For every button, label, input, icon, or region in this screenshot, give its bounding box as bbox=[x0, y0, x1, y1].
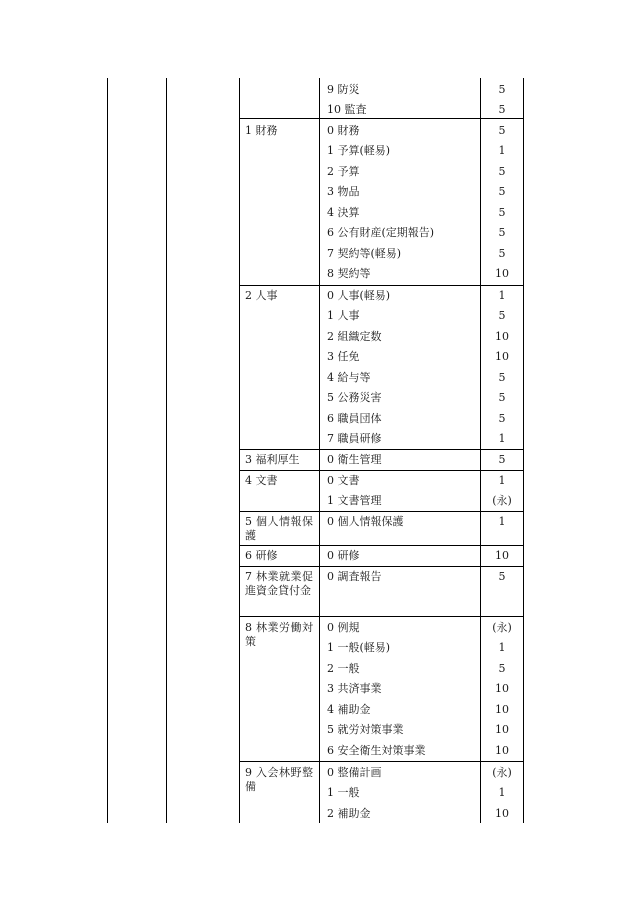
retention-period: 10 bbox=[495, 267, 509, 280]
retention-period: (永) bbox=[492, 766, 512, 779]
retention-period: 1 bbox=[498, 786, 506, 799]
retention-period: 1 bbox=[498, 515, 506, 528]
category: 5 個人情報保護 bbox=[245, 515, 313, 542]
group-separator bbox=[239, 118, 524, 119]
sub-category: 2 組織定数 bbox=[327, 330, 382, 343]
retention-period: 1 bbox=[498, 641, 506, 654]
retention-period: 5 bbox=[498, 165, 506, 178]
retention-period: 5 bbox=[498, 247, 506, 260]
sub-category: 0 文書 bbox=[327, 474, 360, 487]
retention-period: 10 bbox=[495, 723, 509, 736]
sub-category: 1 文書管理 bbox=[327, 494, 382, 507]
column-divider-1 bbox=[166, 78, 167, 823]
column-divider-4 bbox=[480, 78, 481, 823]
sub-category: 1 一般(軽易) bbox=[327, 641, 391, 654]
category: 2 人事 bbox=[245, 289, 278, 302]
sub-category: 1 人事 bbox=[327, 309, 360, 322]
retention-period: 5 bbox=[498, 309, 506, 322]
group-separator bbox=[239, 566, 524, 567]
sub-category: 6 職員団体 bbox=[327, 412, 382, 425]
retention-period: 5 bbox=[498, 206, 506, 219]
group-separator bbox=[239, 545, 524, 546]
sub-category: 3 共済事業 bbox=[327, 682, 382, 695]
group-separator bbox=[239, 761, 524, 762]
sub-category: 6 公有財産(定期報告) bbox=[327, 226, 435, 239]
retention-period: (永) bbox=[492, 494, 512, 507]
retention-period: 5 bbox=[498, 103, 506, 116]
table-border-left bbox=[107, 78, 108, 823]
retention-period: 5 bbox=[498, 185, 506, 198]
column-divider-3 bbox=[319, 78, 320, 823]
retention-period: 5 bbox=[498, 226, 506, 239]
retention-period: 1 bbox=[498, 474, 506, 487]
sub-category: 10 監査 bbox=[327, 103, 367, 116]
category: 9 入会林野整備 bbox=[245, 766, 313, 793]
sub-category: 0 研修 bbox=[327, 549, 360, 562]
sub-category: 3 任免 bbox=[327, 350, 360, 363]
sub-category: 6 安全衛生対策事業 bbox=[327, 744, 426, 757]
sub-category: 0 衛生管理 bbox=[327, 453, 382, 466]
sub-category: 2 補助金 bbox=[327, 807, 371, 820]
group-separator bbox=[239, 616, 524, 617]
category: 3 福利厚生 bbox=[245, 453, 300, 466]
retention-period: 10 bbox=[495, 682, 509, 695]
sub-category: 4 補助金 bbox=[327, 703, 371, 716]
retention-period: 5 bbox=[498, 570, 506, 583]
retention-period: 5 bbox=[498, 662, 506, 675]
sub-category: 0 整備計画 bbox=[327, 766, 382, 779]
category: 4 文書 bbox=[245, 474, 278, 487]
retention-period: 5 bbox=[498, 83, 506, 96]
retention-period: 10 bbox=[495, 330, 509, 343]
retention-period: 1 bbox=[498, 289, 506, 302]
retention-period: 5 bbox=[498, 124, 506, 137]
retention-period: 5 bbox=[498, 412, 506, 425]
retention-period: 10 bbox=[495, 350, 509, 363]
column-divider-2 bbox=[239, 78, 240, 823]
retention-period: 10 bbox=[495, 549, 509, 562]
sub-category: 0 財務 bbox=[327, 124, 360, 137]
sub-category: 7 契約等(軽易) bbox=[327, 247, 402, 260]
sub-category: 4 給与等 bbox=[327, 371, 371, 384]
retention-period: 10 bbox=[495, 807, 509, 820]
sub-category: 9 防災 bbox=[327, 83, 360, 96]
category: 8 林業労働対策 bbox=[245, 621, 313, 648]
retention-period: 10 bbox=[495, 744, 509, 757]
sub-category: 1 一般 bbox=[327, 786, 360, 799]
retention-period: 5 bbox=[498, 453, 506, 466]
sub-category: 2 予算 bbox=[327, 165, 360, 178]
sub-category: 0 調査報告 bbox=[327, 570, 382, 583]
group-separator bbox=[239, 470, 524, 471]
group-separator bbox=[239, 285, 524, 286]
retention-period: 1 bbox=[498, 144, 506, 157]
sub-category: 0 人事(軽易) bbox=[327, 289, 391, 302]
sub-category: 0 個人情報保護 bbox=[327, 515, 404, 528]
group-separator bbox=[239, 449, 524, 450]
category: 1 財務 bbox=[245, 124, 278, 137]
group-separator bbox=[239, 511, 524, 512]
category: 7 林業就業促進資金貸付金 bbox=[245, 570, 313, 597]
sub-category: 7 職員研修 bbox=[327, 432, 382, 445]
category: 6 研修 bbox=[245, 549, 278, 562]
sub-category: 1 予算(軽易) bbox=[327, 144, 391, 157]
retention-period: 5 bbox=[498, 391, 506, 404]
sub-category: 2 一般 bbox=[327, 662, 360, 675]
table-border-right bbox=[523, 78, 524, 823]
retention-period: 10 bbox=[495, 703, 509, 716]
sub-category: 5 公務災害 bbox=[327, 391, 382, 404]
sub-category: 5 就労対策事業 bbox=[327, 723, 404, 736]
retention-period: 1 bbox=[498, 432, 506, 445]
sub-category: 8 契約等 bbox=[327, 267, 371, 280]
retention-period: (永) bbox=[492, 621, 512, 634]
sub-category: 0 例規 bbox=[327, 621, 360, 634]
sub-category: 4 決算 bbox=[327, 206, 360, 219]
sub-category: 3 物品 bbox=[327, 185, 360, 198]
retention-period: 5 bbox=[498, 371, 506, 384]
